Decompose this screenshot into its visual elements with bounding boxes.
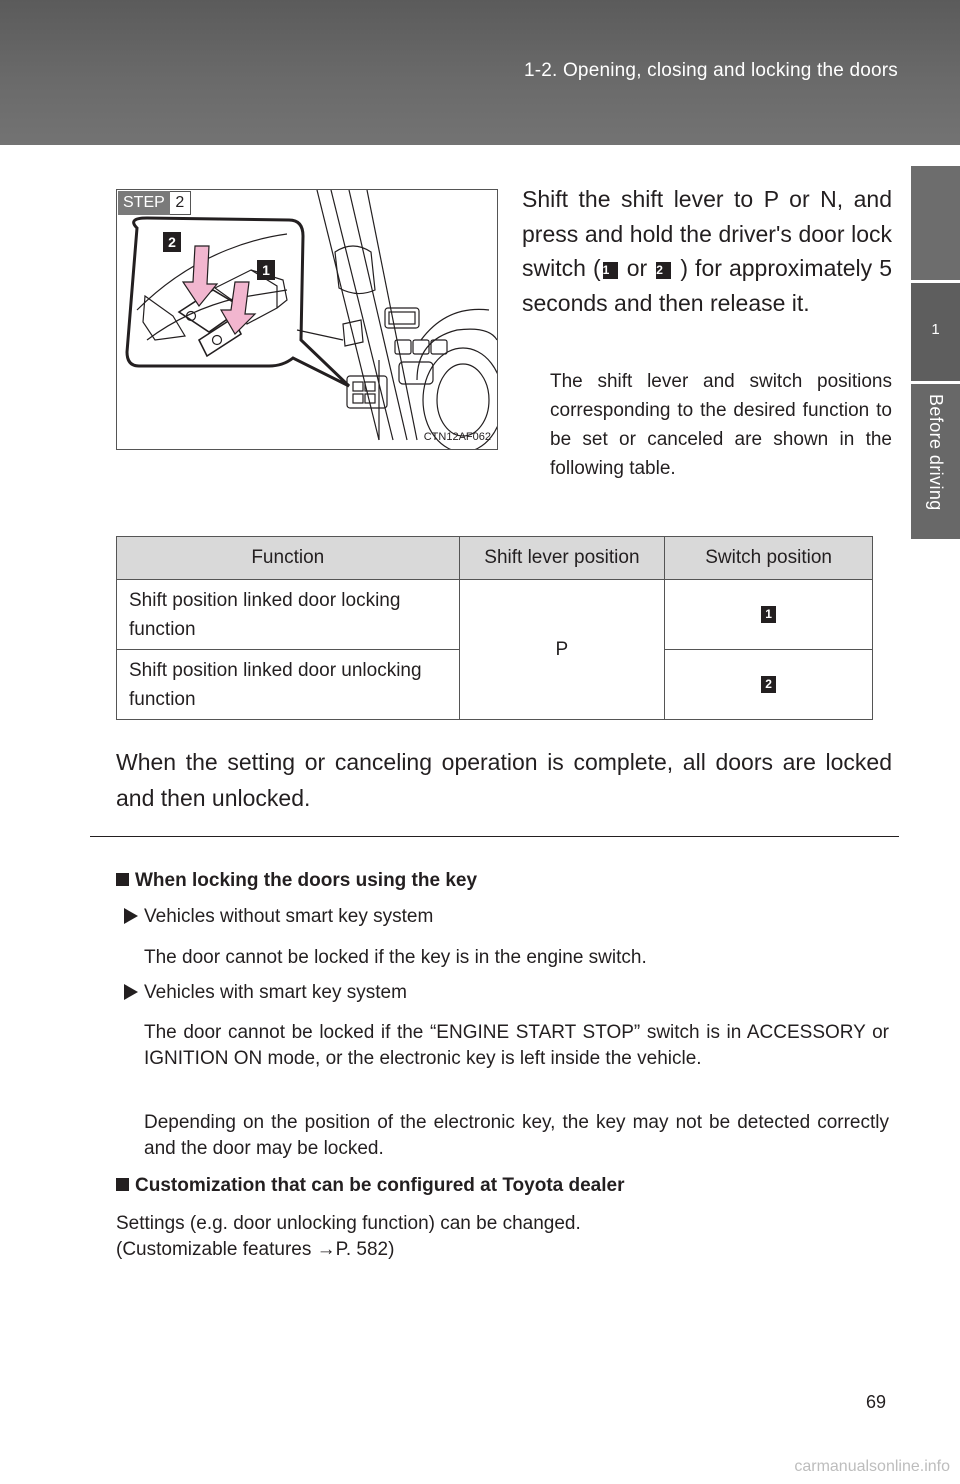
note-locking-title: [116, 868, 892, 894]
header-function: Function: [117, 537, 460, 580]
function-cell: Shift position linked door locking function: [117, 580, 460, 650]
door-switch-illustration: [117, 190, 497, 449]
instruction-part-1: Shift the shift lever to P or N, and press and hold the driver's door lock switch (: [522, 186, 892, 281]
square-bullet-icon: [116, 873, 129, 886]
section-divider: [90, 836, 899, 837]
triangle-bullet-icon: [124, 984, 138, 1000]
callout-2-label: 2: [168, 234, 176, 250]
side-tab-upper: [911, 166, 960, 280]
triangle-bullet-icon: [124, 908, 138, 924]
function-cell: Shift position linked door unlocking function: [117, 650, 460, 720]
page-number: 69: [865, 1392, 886, 1412]
figure-code: CTN12AF062: [423, 431, 491, 443]
step-number: 2: [170, 191, 191, 215]
shift-position-cell: P: [459, 580, 665, 720]
chapter-label: Before driving: [926, 394, 946, 511]
item-label: Vehicles with smart key system: [144, 982, 407, 1003]
without-smart-key-item: [124, 906, 433, 928]
square-bullet-icon: [116, 1178, 129, 1191]
with-smart-key-text: The door cannot be locked if the “ENGINE START STOP” switch is in ACCESSORY or IGNITION ON mode, or the electronic key is left inside the vehicle.: [144, 1022, 889, 1069]
section-title: 1-2. Opening, closing and locking the doors: [523, 60, 898, 81]
header-band: [0, 0, 960, 145]
custom-line-1: Settings (e.g. door unlocking function) can be changed.: [116, 1213, 581, 1234]
step-instruction: [522, 182, 892, 320]
switch-cell: [665, 650, 873, 720]
step-word: STEP: [118, 191, 170, 215]
custom-line-2-link[interactable]: (Customizable features →P. 582): [116, 1239, 395, 1260]
switch-2-box: 2: [761, 676, 776, 693]
table-row: [117, 580, 873, 650]
instruction-part-2: ) for approximately 5 seconds and then release it.: [522, 255, 893, 316]
table-header-row: [117, 537, 873, 580]
switch-cell: [665, 580, 873, 650]
key-position-text: Depending on the position of the electronic key, the key may not be detected correctly and the door may be locked.: [144, 1112, 889, 1159]
item-label: Vehicles without smart key system: [144, 906, 434, 927]
without-smart-key-text: The door cannot be locked if the key is in the engine switch.: [144, 947, 647, 968]
step-sub-text: The shift lever and switch positions corresponding to the desired function to be set or canceled are shown in the following table.: [550, 371, 892, 479]
switch-1-box: 1: [761, 606, 776, 623]
with-smart-key-item: [124, 982, 407, 1004]
note-title: When locking the doors using the key: [135, 870, 478, 891]
switch-1-box: 1: [603, 262, 618, 279]
callout-1-label: 1: [262, 262, 270, 278]
header-switch: Switch position: [665, 537, 873, 580]
note-title: Customization that can be configured at Toyota dealer: [135, 1175, 625, 1196]
chapter-number: 1: [931, 321, 940, 338]
header-shift-lever: Shift lever position: [459, 537, 665, 580]
note-custom-title: [116, 1173, 892, 1199]
side-tab-chapter[interactable]: [911, 283, 960, 381]
function-table: [116, 536, 873, 720]
switch-2-box: 2: [656, 262, 671, 279]
door-switch-figure: [116, 189, 498, 450]
watermark: carmanualsonline.info: [794, 1458, 950, 1475]
callout-1-box: [257, 260, 275, 280]
instruction-or: or: [619, 255, 655, 281]
callout-2-box: [163, 232, 181, 252]
completion-text: When the setting or canceling operation is complete, all doors are locked and then unlocked.: [116, 749, 892, 811]
